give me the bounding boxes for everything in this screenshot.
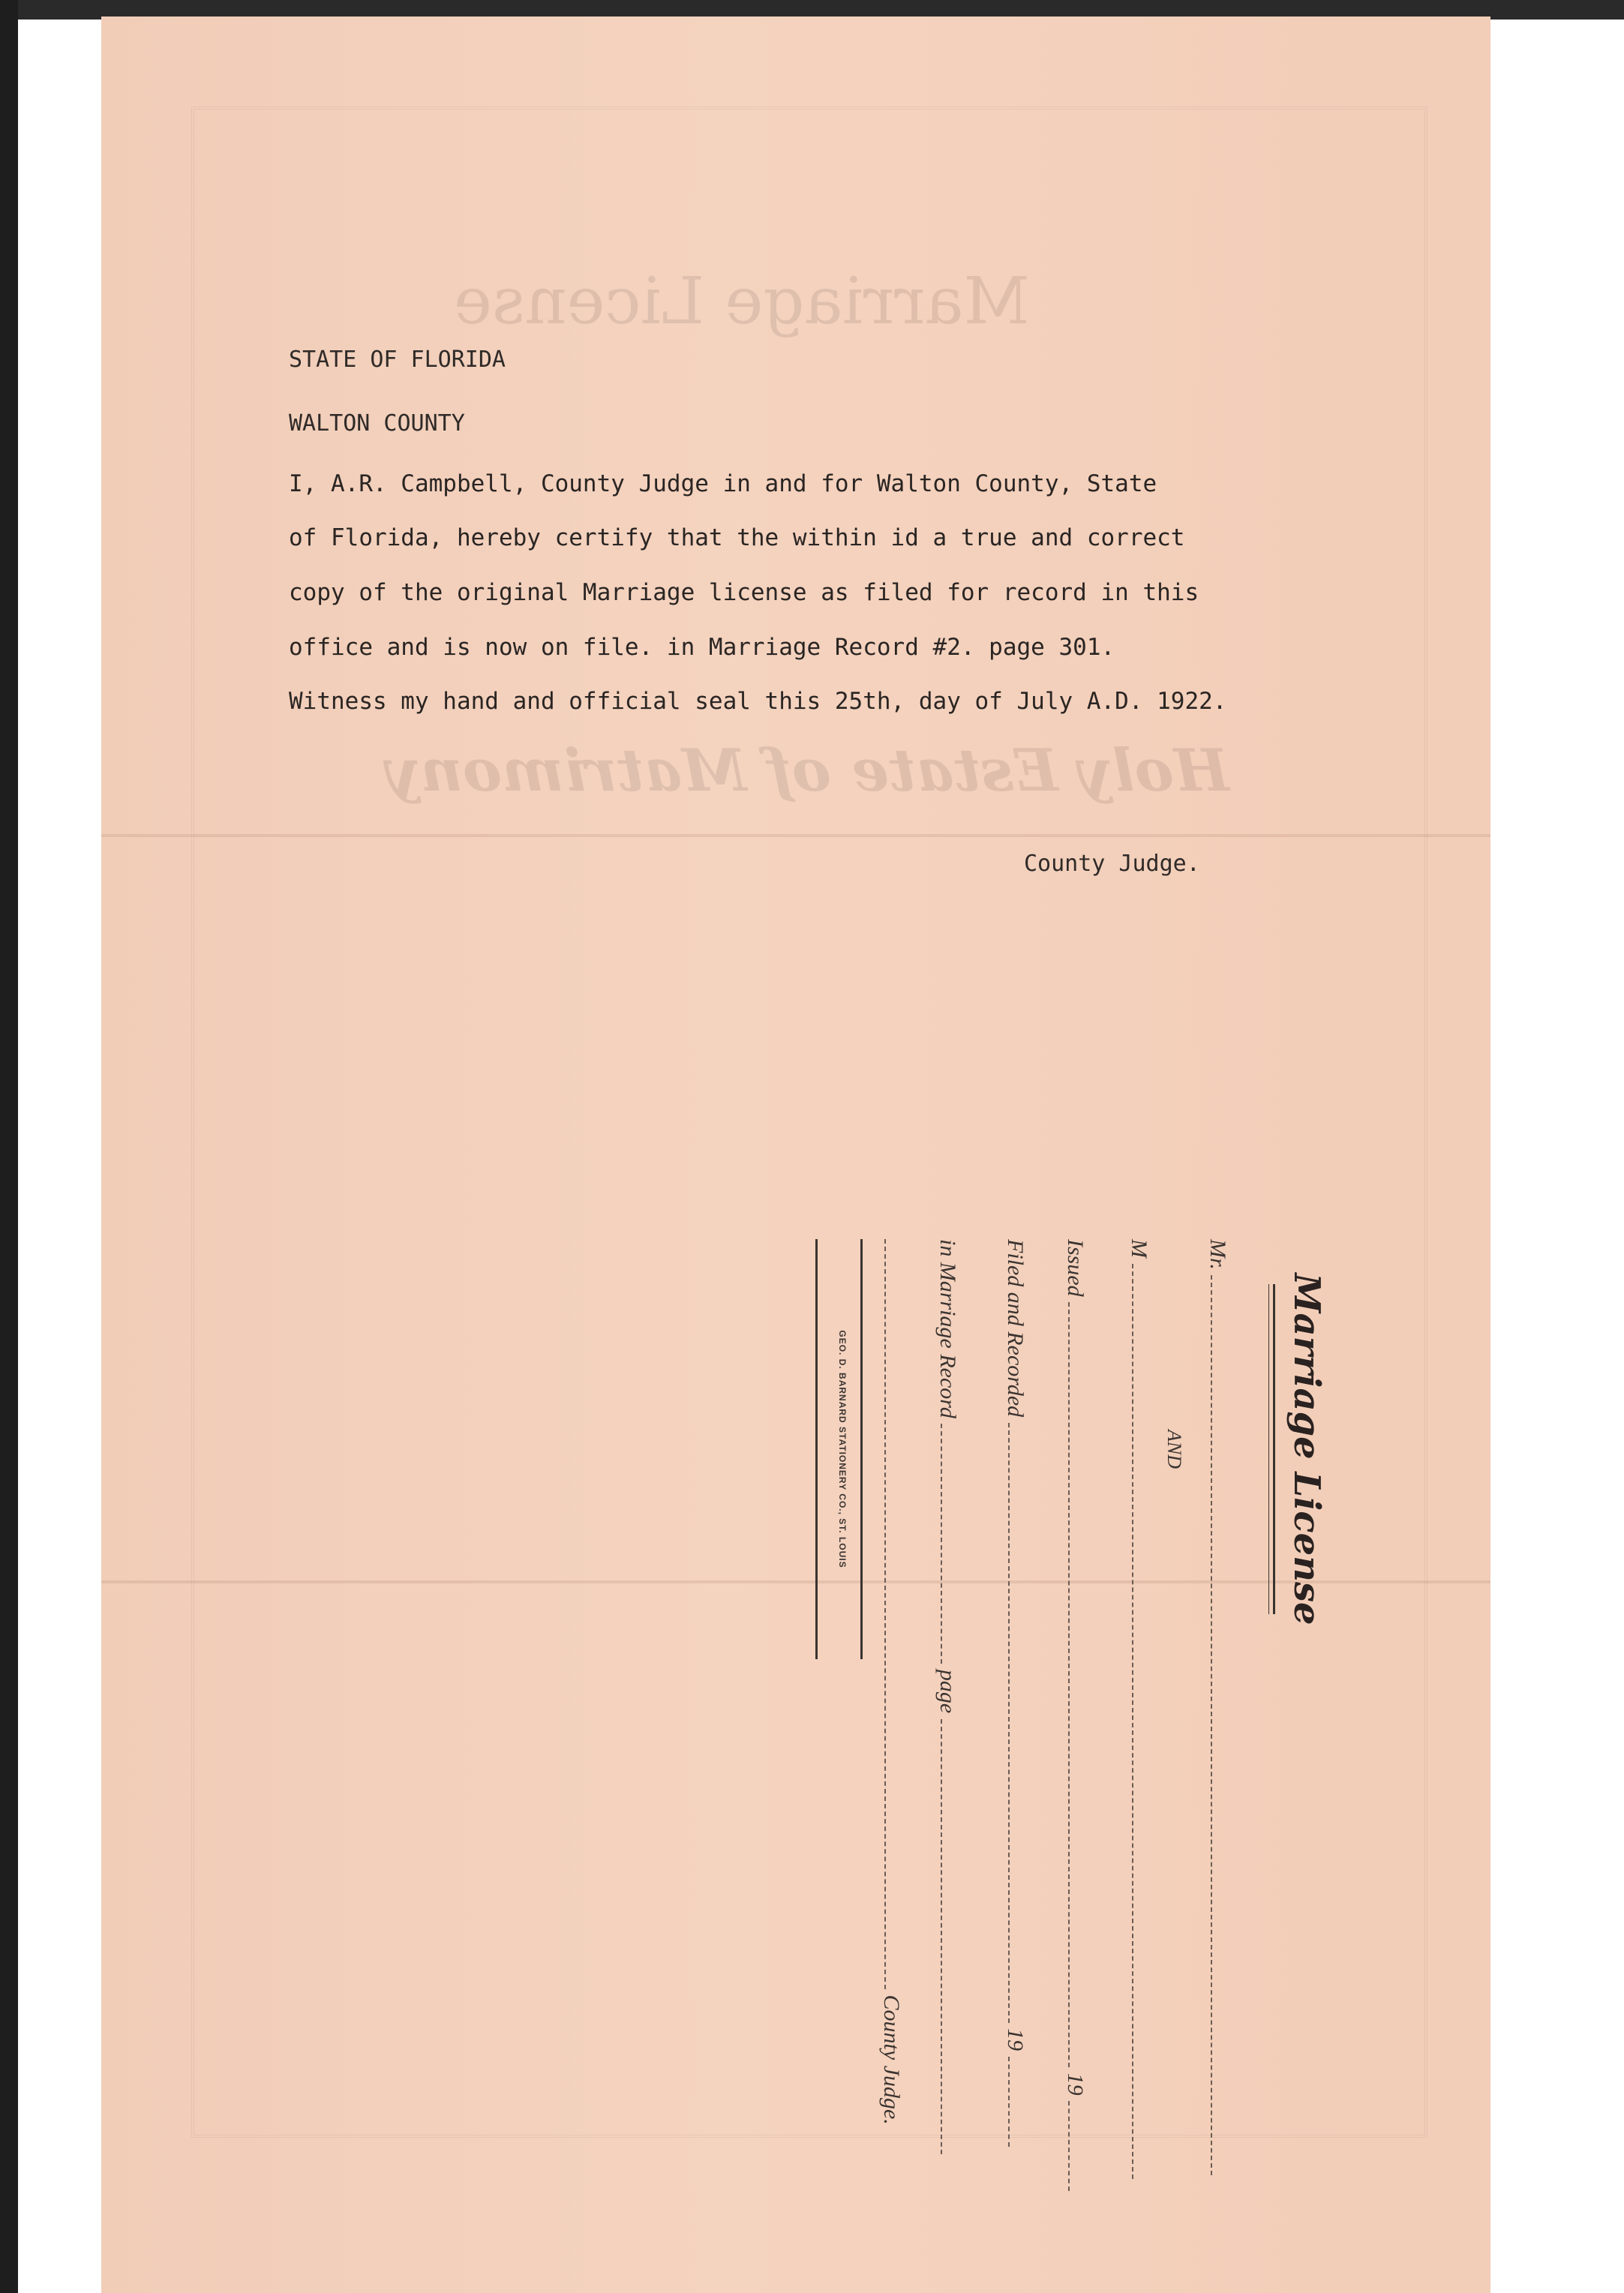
bleed-through-heading: Holy Estate of Matrimony (386, 737, 1229, 805)
bride-label: M (1127, 1239, 1151, 1258)
certificate-state: STATE OF FLORIDA (289, 347, 506, 373)
divider (860, 1239, 863, 1659)
filed-label: Filed and Recorded (1003, 1239, 1028, 1418)
groom-label: Mr. (1205, 1239, 1230, 1270)
bride-line (1126, 1239, 1151, 1659)
blank-line (1068, 2101, 1083, 2191)
certificate-line: Witness my hand and official seal this 25th, day of July A.D. 1922. (289, 688, 1227, 715)
issued-year: 19 (1063, 2072, 1088, 2096)
scan-border-left (0, 0, 18, 2293)
blank-line (1132, 1264, 1147, 2179)
issued-line (1062, 1239, 1088, 2096)
certificate-county: WALTON COUNTY (289, 410, 465, 437)
groom-line (1205, 1239, 1230, 1659)
blank-line (941, 1424, 956, 1664)
document-page (101, 17, 1490, 2293)
filed-year: 19 (1003, 2028, 1028, 2051)
and-label: AND (1163, 1430, 1185, 1469)
county-judge-label: County Judge. (879, 1994, 904, 2125)
certificate-line: office and is now on file. in Marriage Record #2. page 301. (289, 634, 1115, 661)
certificate-line: copy of the original Marriage license as filed for record in this (289, 579, 1199, 606)
divider (815, 1239, 818, 1659)
divider (1273, 1284, 1275, 1614)
blank-line (1008, 2057, 1023, 2147)
certificate-line: of Florida, hereby certify that the within id a true and correct (289, 524, 1185, 551)
blank-line (1211, 1275, 1226, 2175)
record-line (935, 1239, 960, 1714)
filed-line (1002, 1239, 1028, 2051)
docket-rotated (338, 1239, 1328, 2125)
record-label: in Marriage Record (935, 1239, 960, 1418)
blank-line (1068, 1302, 1083, 2067)
blank-line (884, 1239, 899, 1989)
docket-title: Marriage License (1286, 1273, 1328, 1625)
page-label: page (935, 1669, 960, 1714)
docket-panel (300, 1232, 1350, 2125)
judge-line (878, 1239, 904, 2125)
divider (1268, 1284, 1269, 1614)
issued-label: Issued (1063, 1239, 1088, 1297)
signature-title: County Judge. (1024, 851, 1200, 877)
printer-imprint: GEO. D. BARNARD STATIONERY CO., ST. LOUIS (837, 1330, 848, 1568)
certificate-line: I, A.R. Campbell, County Judge in and for Walton County, State (289, 470, 1157, 497)
blank-line (1008, 1423, 1023, 2023)
bleed-through-title: Marriage License (454, 264, 1030, 339)
blank-line (941, 1719, 956, 2154)
